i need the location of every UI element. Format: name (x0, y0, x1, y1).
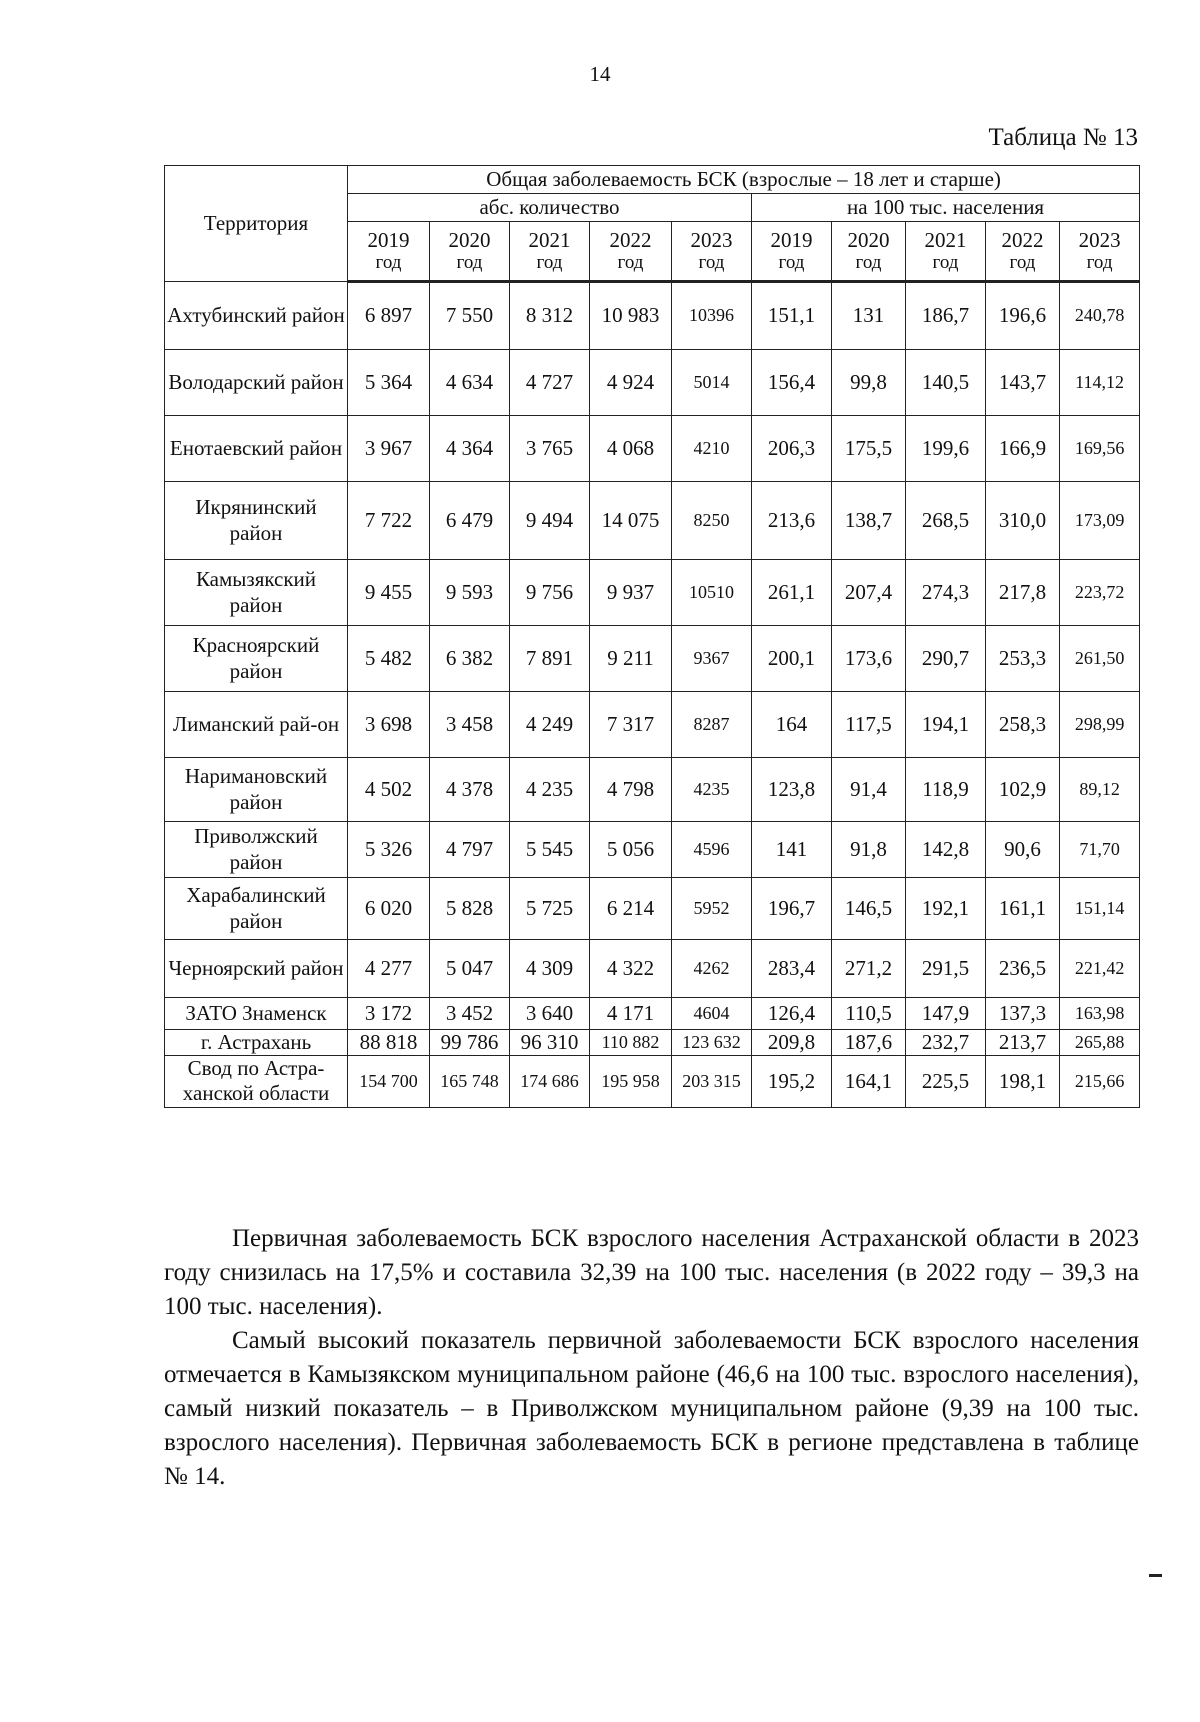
value-cell: 3 458 (430, 692, 510, 758)
year-number: 2021 (528, 228, 571, 252)
value-cell: 310,0 (986, 482, 1060, 560)
value-cell: 200,1 (752, 626, 832, 692)
value-cell: 88 818 (348, 1030, 430, 1056)
value-cell: 123 632 (672, 1030, 752, 1056)
value-cell: 3 172 (348, 998, 430, 1030)
value-cell: 126,4 (752, 998, 832, 1030)
table-row (165, 416, 1140, 482)
year-word: год (536, 252, 563, 274)
value-cell: 9 211 (590, 626, 672, 692)
value-cell: 165 748 (430, 1056, 510, 1107)
value-cell: 146,5 (832, 878, 906, 940)
value-cell: 8287 (672, 692, 752, 758)
value-cell: 141 (752, 822, 832, 878)
value-cell: 4 727 (510, 350, 590, 416)
value-cell: 140,5 (906, 350, 986, 416)
year-word: год (456, 252, 483, 274)
year-header (430, 222, 510, 282)
value-cell: 186,7 (906, 282, 986, 350)
territory-cell: Наримановский район (165, 758, 348, 822)
territory-cell: Красноярский район (165, 626, 348, 692)
value-cell: 99 786 (430, 1030, 510, 1056)
value-cell: 4604 (672, 998, 752, 1030)
value-cell: 221,42 (1060, 940, 1140, 998)
value-cell: 161,1 (986, 878, 1060, 940)
value-cell: 131 (832, 282, 906, 350)
value-cell: 163,98 (1060, 998, 1140, 1030)
value-cell: 198,1 (986, 1056, 1060, 1107)
value-cell: 206,3 (752, 416, 832, 482)
year-word: год (617, 252, 644, 274)
body-text (164, 1222, 1139, 1494)
value-cell: 196,6 (986, 282, 1060, 350)
value-cell: 7 550 (430, 282, 510, 350)
year-word: год (778, 252, 805, 274)
table-row (165, 878, 1140, 940)
value-cell: 196,7 (752, 878, 832, 940)
table-row (165, 940, 1140, 998)
territory-cell: Икрянинский район (165, 482, 348, 560)
value-cell: 138,7 (832, 482, 906, 560)
value-cell: 4 797 (430, 822, 510, 878)
value-cell: 5 828 (430, 878, 510, 940)
value-cell: 3 967 (348, 416, 430, 482)
table-row (165, 560, 1140, 626)
value-cell: 261,1 (752, 560, 832, 626)
territory-cell: ЗАТО Знаменск (165, 998, 348, 1030)
value-cell: 194,1 (906, 692, 986, 758)
value-cell: 99,8 (832, 350, 906, 416)
value-cell: 3 452 (430, 998, 510, 1030)
value-cell: 215,66 (1060, 1056, 1140, 1107)
value-cell: 5 326 (348, 822, 430, 878)
value-cell: 4235 (672, 758, 752, 822)
value-cell: 209,8 (752, 1030, 832, 1056)
value-cell: 3 765 (510, 416, 590, 482)
table-row (165, 626, 1140, 692)
territory-cell: Свод по Астра-ханской области (165, 1056, 348, 1107)
value-cell: 9 756 (510, 560, 590, 626)
territory-cell: Харабалинский район (165, 878, 348, 940)
value-cell: 151,1 (752, 282, 832, 350)
value-cell: 217,8 (986, 560, 1060, 626)
table-row (165, 822, 1140, 878)
table-row (165, 1030, 1140, 1056)
value-cell: 4 364 (430, 416, 510, 482)
value-cell: 4596 (672, 822, 752, 878)
year-number: 2020 (847, 228, 890, 252)
value-cell: 199,6 (906, 416, 986, 482)
value-cell: 283,4 (752, 940, 832, 998)
value-cell: 143,7 (986, 350, 1060, 416)
value-cell: 4 634 (430, 350, 510, 416)
value-cell: 164,1 (832, 1056, 906, 1107)
value-cell: 117,5 (832, 692, 906, 758)
paragraph-2: Самый высокий показатель первичной заболеваемости БСК взрослого населения отмечается в Камызякском муниципальном районе (46,6 на 100 тыс. взрослого населения), самый низкий показатель – в Приволжском муниципальном районе (9,39 на 100 тыс. взрослого населения). Первичная заболеваемость БСК в регионе представлена в таблице № 14. (164, 1327, 1139, 1490)
territory-cell: Лиманский рай-он (165, 692, 348, 758)
value-cell: 253,3 (986, 626, 1060, 692)
value-cell: 89,12 (1060, 758, 1140, 822)
value-cell: 137,3 (986, 998, 1060, 1030)
rate-group-header: на 100 тыс. населения (752, 194, 1140, 222)
value-cell: 156,4 (752, 350, 832, 416)
value-cell: 9 494 (510, 482, 590, 560)
territory-cell: Володарский район (165, 350, 348, 416)
value-cell: 10 983 (590, 282, 672, 350)
value-cell: 236,5 (986, 940, 1060, 998)
value-cell: 164 (752, 692, 832, 758)
value-cell: 4 378 (430, 758, 510, 822)
year-header (348, 222, 430, 282)
year-number: 2019 (367, 228, 410, 252)
value-cell: 110 882 (590, 1030, 672, 1056)
value-cell: 213,6 (752, 482, 832, 560)
value-cell: 110,5 (832, 998, 906, 1030)
table-row (165, 350, 1140, 416)
value-cell: 6 214 (590, 878, 672, 940)
territory-cell: г. Астрахань (165, 1030, 348, 1056)
value-cell: 268,5 (906, 482, 986, 560)
territory-cell: Камызякский район (165, 560, 348, 626)
value-cell: 169,56 (1060, 416, 1140, 482)
value-cell: 151,14 (1060, 878, 1140, 940)
value-cell: 258,3 (986, 692, 1060, 758)
value-cell: 274,3 (906, 560, 986, 626)
value-cell: 14 075 (590, 482, 672, 560)
value-cell: 102,9 (986, 758, 1060, 822)
value-cell: 173,09 (1060, 482, 1140, 560)
value-cell: 271,2 (832, 940, 906, 998)
value-cell: 5 056 (590, 822, 672, 878)
territory-cell: Енотаевский район (165, 416, 348, 482)
value-cell: 4 235 (510, 758, 590, 822)
value-cell: 6 479 (430, 482, 510, 560)
value-cell: 10510 (672, 560, 752, 626)
year-word: год (1009, 252, 1036, 274)
table-row (165, 1056, 1140, 1107)
year-number: 2021 (924, 228, 967, 252)
value-cell: 223,72 (1060, 560, 1140, 626)
morbidity-table (164, 165, 1140, 1108)
value-cell: 6 020 (348, 878, 430, 940)
year-header (986, 222, 1060, 282)
value-cell: 261,50 (1060, 626, 1140, 692)
territory-cell: Ахтубинский район (165, 282, 348, 350)
year-number: 2023 (690, 228, 733, 252)
value-cell: 10396 (672, 282, 752, 350)
scan-mark (1149, 1574, 1162, 1577)
value-cell: 6 382 (430, 626, 510, 692)
table-row (165, 998, 1140, 1030)
main-title-header: Общая заболеваемость БСК (взрослые – 18 лет и старше) (348, 166, 1140, 194)
value-cell: 4 798 (590, 758, 672, 822)
value-cell: 9 455 (348, 560, 430, 626)
value-cell: 291,5 (906, 940, 986, 998)
value-cell: 298,99 (1060, 692, 1140, 758)
page-number: 14 (589, 62, 611, 86)
value-cell: 5952 (672, 878, 752, 940)
year-header (672, 222, 752, 282)
value-cell: 290,7 (906, 626, 986, 692)
value-cell: 5 545 (510, 822, 590, 878)
value-cell: 203 315 (672, 1056, 752, 1107)
value-cell: 175,5 (832, 416, 906, 482)
territory-cell: Черноярский район (165, 940, 348, 998)
year-header (510, 222, 590, 282)
table-row (165, 482, 1140, 560)
value-cell: 6 897 (348, 282, 430, 350)
value-cell: 8250 (672, 482, 752, 560)
year-header (906, 222, 986, 282)
year-header (752, 222, 832, 282)
value-cell: 4 249 (510, 692, 590, 758)
value-cell: 4 502 (348, 758, 430, 822)
value-cell: 118,9 (906, 758, 986, 822)
value-cell: 207,4 (832, 560, 906, 626)
value-cell: 4 277 (348, 940, 430, 998)
value-cell: 213,7 (986, 1030, 1060, 1056)
paragraph-1: Первичная заболеваемость БСК взрослого населения Астраханской области в 2023 году снизилась на 17,5% и составила 32,39 на 100 тыс. населения (в 2022 году – 39,3 на 100 тыс. населения). (164, 1225, 1139, 1320)
year-header (1060, 222, 1140, 282)
value-cell: 5014 (672, 350, 752, 416)
value-cell: 195,2 (752, 1056, 832, 1107)
value-cell: 4 068 (590, 416, 672, 482)
value-cell: 187,6 (832, 1030, 906, 1056)
year-number: 2023 (1078, 228, 1121, 252)
value-cell: 123,8 (752, 758, 832, 822)
value-cell: 5 482 (348, 626, 430, 692)
value-cell: 166,9 (986, 416, 1060, 482)
value-cell: 8 312 (510, 282, 590, 350)
value-cell: 4 924 (590, 350, 672, 416)
year-header (832, 222, 906, 282)
territory-cell: Приволжский район (165, 822, 348, 878)
year-word: год (375, 252, 402, 274)
table-caption: Таблица № 13 (988, 124, 1138, 151)
territory-header: Территория (165, 166, 348, 282)
table-row (165, 282, 1140, 350)
value-cell: 154 700 (348, 1056, 430, 1107)
value-cell: 3 698 (348, 692, 430, 758)
value-cell: 5 725 (510, 878, 590, 940)
value-cell: 90,6 (986, 822, 1060, 878)
value-cell: 195 958 (590, 1056, 672, 1107)
value-cell: 9367 (672, 626, 752, 692)
value-cell: 225,5 (906, 1056, 986, 1107)
value-cell: 4 171 (590, 998, 672, 1030)
year-number: 2019 (770, 228, 813, 252)
value-cell: 192,1 (906, 878, 986, 940)
value-cell: 91,4 (832, 758, 906, 822)
year-number: 2020 (448, 228, 491, 252)
value-cell: 4 322 (590, 940, 672, 998)
year-number: 2022 (609, 228, 652, 252)
abs-group-header: абс. количество (348, 194, 752, 222)
value-cell: 173,6 (832, 626, 906, 692)
year-word: год (1086, 252, 1113, 274)
value-cell: 174 686 (510, 1056, 590, 1107)
value-cell: 265,88 (1060, 1030, 1140, 1056)
value-cell: 7 317 (590, 692, 672, 758)
value-cell: 4262 (672, 940, 752, 998)
value-cell: 147,9 (906, 998, 986, 1030)
value-cell: 4210 (672, 416, 752, 482)
value-cell: 142,8 (906, 822, 986, 878)
year-number: 2022 (1001, 228, 1044, 252)
value-cell: 5 364 (348, 350, 430, 416)
value-cell: 3 640 (510, 998, 590, 1030)
value-cell: 71,70 (1060, 822, 1140, 878)
year-word: год (932, 252, 959, 274)
value-cell: 114,12 (1060, 350, 1140, 416)
value-cell: 9 593 (430, 560, 510, 626)
table-row (165, 758, 1140, 822)
value-cell: 9 937 (590, 560, 672, 626)
value-cell: 240,78 (1060, 282, 1140, 350)
year-word: год (698, 252, 725, 274)
value-cell: 96 310 (510, 1030, 590, 1056)
value-cell: 7 722 (348, 482, 430, 560)
value-cell: 91,8 (832, 822, 906, 878)
value-cell: 4 309 (510, 940, 590, 998)
year-word: год (855, 252, 882, 274)
value-cell: 232,7 (906, 1030, 986, 1056)
value-cell: 7 891 (510, 626, 590, 692)
table-row (165, 692, 1140, 758)
value-cell: 5 047 (430, 940, 510, 998)
year-header (590, 222, 672, 282)
